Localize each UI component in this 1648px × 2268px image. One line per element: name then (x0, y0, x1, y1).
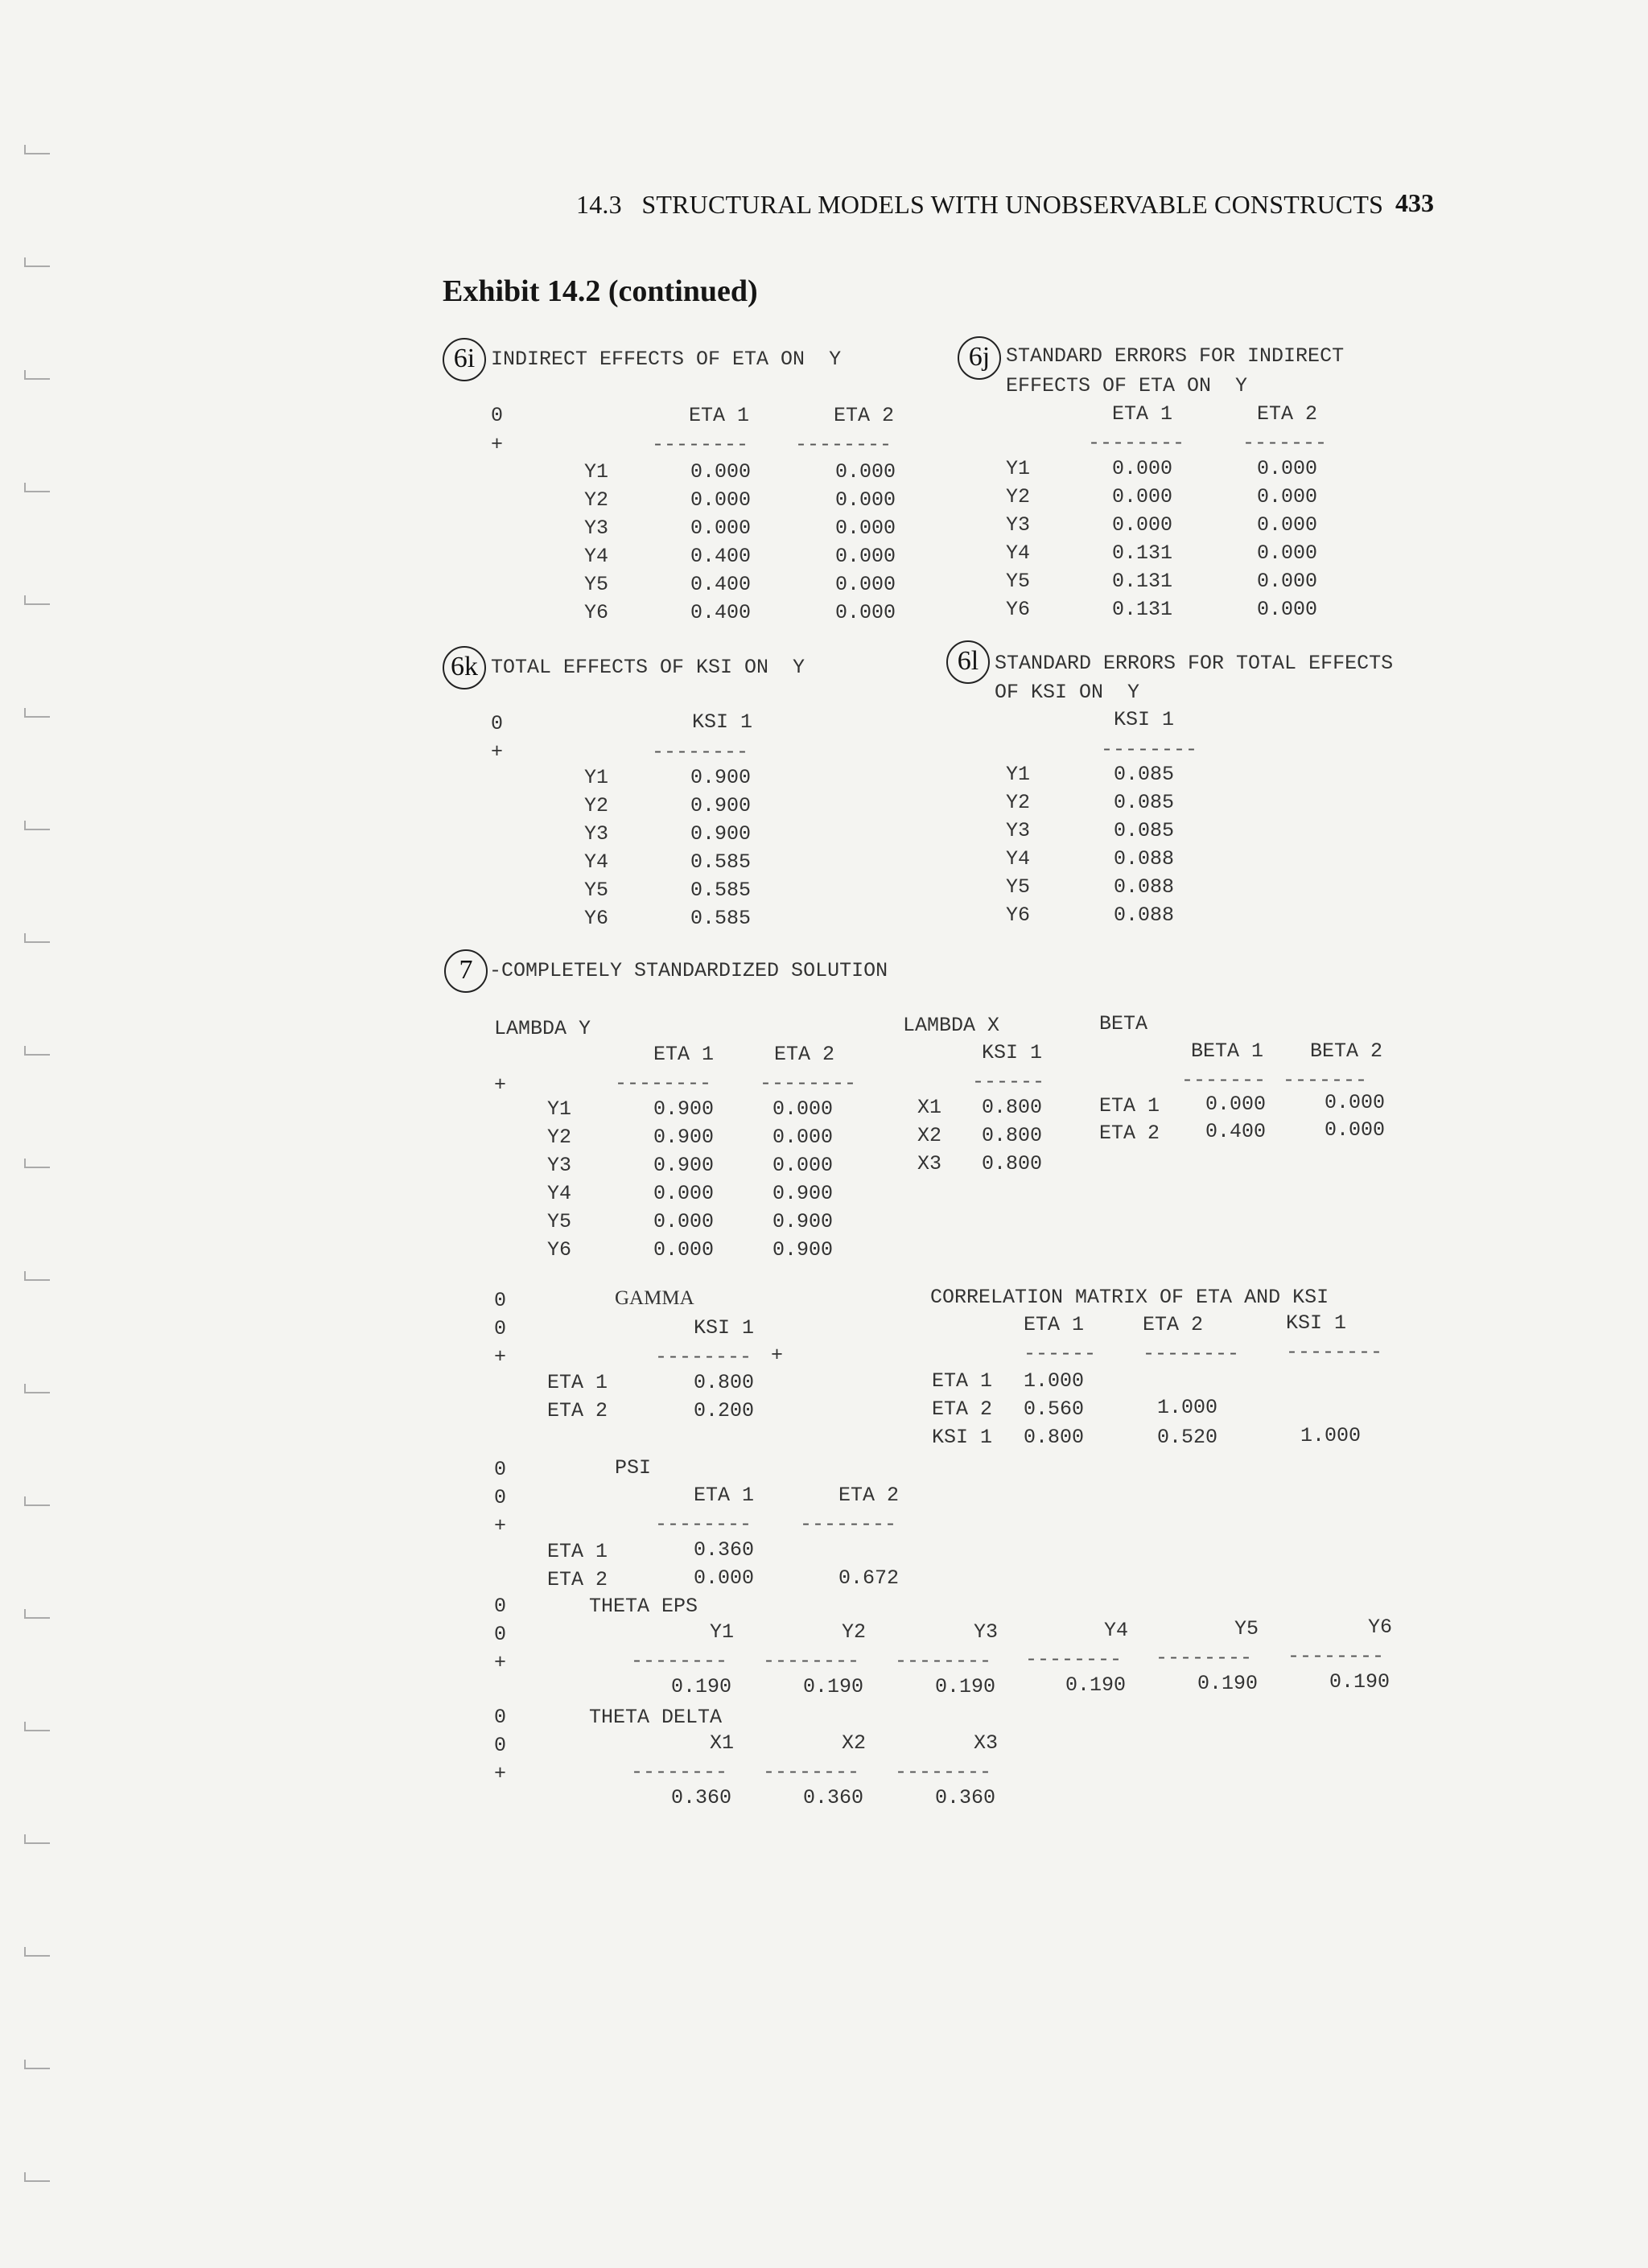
table-cell: 0.000 (835, 601, 896, 624)
binding-mark (24, 1609, 50, 1619)
table-cell: 0.000 (1257, 457, 1318, 480)
table-cell: 0.000 (653, 1210, 715, 1233)
rule: -------- (655, 1513, 752, 1536)
binding-mark (24, 1722, 50, 1731)
rule: -------- (800, 1513, 897, 1536)
row-label: Y1 (547, 1097, 572, 1121)
column-header: KSI 1 (982, 1041, 1043, 1064)
rule: -------- (1101, 738, 1198, 761)
table-cell: 0.000 (835, 488, 896, 512)
section-title-line2: EFFECTS OF ETA ON Y (1006, 374, 1248, 397)
section-title: STANDARD ERRORS FOR INDIRECT (1006, 344, 1345, 368)
row-label: Y1 (584, 766, 609, 789)
rule: ------ (1024, 1342, 1097, 1365)
row-label: Y4 (584, 850, 609, 874)
row-label: Y5 (584, 879, 609, 902)
table-cell: 0.190 (803, 1675, 864, 1698)
table-cell: 0.800 (694, 1371, 755, 1394)
row-label: Y5 (547, 1210, 572, 1233)
row-label: ETA 1 (547, 1371, 608, 1394)
margin-mark: 0 (494, 1486, 507, 1509)
column-header: ETA 2 (1143, 1313, 1204, 1336)
section-title-line2: OF KSI ON Y (995, 681, 1140, 704)
table-cell: 0.360 (803, 1786, 864, 1809)
table-cell: 0.000 (835, 517, 896, 540)
table-cell: 0.000 (694, 1566, 755, 1590)
table-cell: 1.000 (1300, 1424, 1362, 1447)
table-cell: 0.000 (690, 460, 752, 484)
table-cell: 0.000 (1112, 485, 1173, 508)
table-cell: 0.585 (690, 850, 752, 874)
row-label: Y6 (1006, 903, 1031, 927)
table-cell: 0.085 (1114, 791, 1175, 814)
row-label: Y6 (584, 907, 609, 930)
margin-mark: + (494, 1073, 507, 1097)
table-cell: 0.000 (1205, 1093, 1267, 1116)
section-title: STANDARD ERRORS FOR TOTAL EFFECTS (995, 652, 1394, 675)
row-label: ETA 2 (547, 1568, 608, 1591)
rule: -------- (1143, 1342, 1240, 1365)
margin-mark: 0 (494, 1317, 507, 1340)
table-cell: 0.088 (1114, 903, 1175, 927)
row-label: KSI 1 (932, 1426, 993, 1449)
rule: -------- (631, 1760, 728, 1784)
table-cell: 0.000 (835, 573, 896, 596)
table-cell: 0.900 (690, 794, 752, 817)
section-badge: 6l (946, 640, 990, 684)
row-label: Y2 (584, 794, 609, 817)
binding-mark (24, 1159, 50, 1168)
column-header: Y1 (710, 1620, 735, 1644)
rule: -------- (763, 1760, 860, 1784)
binding-mark (24, 2060, 50, 2069)
margin-mark: 0 (491, 404, 504, 427)
matrix-title: THETA EPS (589, 1595, 698, 1618)
margin-mark: + (494, 1762, 507, 1785)
table-cell: 0.900 (653, 1126, 715, 1149)
page-number: 433 (1395, 188, 1434, 217)
column-header: ETA 2 (774, 1043, 835, 1066)
table-cell: 0.131 (1112, 570, 1173, 593)
row-label: Y2 (547, 1126, 572, 1149)
column-header: BETA 2 (1310, 1039, 1383, 1063)
table-cell: 0.400 (690, 601, 752, 624)
section-title: TOTAL EFFECTS OF KSI ON Y (491, 656, 805, 679)
table-cell: 0.900 (653, 1097, 715, 1121)
margin-mark: 0 (491, 712, 504, 735)
table-cell: 0.360 (694, 1538, 755, 1562)
table-cell: 0.131 (1112, 541, 1173, 565)
table-cell: 0.900 (690, 822, 752, 846)
column-header: Y2 (842, 1620, 867, 1644)
column-header: KSI 1 (692, 710, 753, 734)
table-cell: 0.000 (835, 545, 896, 568)
matrix-title: GAMMA (615, 1287, 694, 1309)
table-cell: 0.800 (1024, 1426, 1085, 1449)
margin-mark: + (491, 740, 504, 764)
row-label: Y6 (1006, 598, 1031, 621)
table-cell: 0.585 (690, 879, 752, 902)
row-label: Y5 (1006, 875, 1031, 899)
binding-mark (24, 1384, 50, 1393)
row-label: Y1 (1006, 763, 1031, 786)
rule: -------- (652, 740, 749, 764)
section-badge: 7 (444, 949, 488, 993)
row-label: ETA 1 (547, 1540, 608, 1563)
margin-mark: + (491, 433, 504, 456)
table-cell: 0.400 (690, 545, 752, 568)
column-header: KSI 1 (1286, 1311, 1347, 1335)
running-header: 14.3 STRUCTURAL MODELS WITH UNOBSERVABLE CONSTRUCTS (576, 190, 1384, 219)
row-label: Y4 (1006, 847, 1031, 871)
table-cell: 0.200 (694, 1399, 755, 1422)
matrix-title: PSI (615, 1456, 652, 1480)
column-header: X1 (710, 1731, 735, 1755)
table-cell: 0.000 (653, 1182, 715, 1205)
rule: -------- (652, 433, 749, 456)
table-cell: 1.000 (1157, 1396, 1218, 1419)
rule: ------- (1242, 431, 1328, 455)
matrix-title: THETA DELTA (589, 1706, 723, 1729)
exhibit-title: Exhibit 14.2 (continued) (443, 274, 758, 308)
rule: -------- (895, 1760, 992, 1784)
table-cell: 0.800 (982, 1096, 1043, 1119)
row-label: Y3 (584, 517, 609, 540)
table-cell: 0.000 (1325, 1091, 1386, 1114)
section-badge: 6j (958, 336, 1001, 380)
margin-mark: 0 (494, 1734, 507, 1757)
table-cell: 0.400 (690, 573, 752, 596)
column-header: ETA 1 (1024, 1313, 1085, 1336)
table-cell: 0.000 (772, 1097, 834, 1121)
row-label: Y3 (1006, 513, 1031, 537)
rule: -------- (1286, 1340, 1383, 1364)
table-cell: 0.000 (690, 488, 752, 512)
row-label: Y2 (584, 488, 609, 512)
table-cell: 0.190 (671, 1675, 732, 1698)
margin-mark: 0 (494, 1458, 507, 1481)
row-label: Y4 (547, 1182, 572, 1205)
binding-mark (24, 1496, 50, 1506)
column-header: ETA 1 (689, 404, 750, 427)
table-cell: 0.000 (1257, 598, 1318, 621)
matrix-title: LAMBDA X (903, 1014, 1000, 1037)
binding-mark (24, 595, 50, 605)
row-label: ETA 1 (932, 1369, 993, 1393)
margin-mark: + (494, 1651, 507, 1674)
table-cell: 0.000 (772, 1154, 834, 1177)
row-label: Y4 (584, 545, 609, 568)
table-cell: 0.560 (1024, 1397, 1085, 1421)
matrix-title: BETA (1099, 1012, 1148, 1035)
table-cell: 0.000 (1257, 513, 1318, 537)
column-header: KSI 1 (694, 1316, 755, 1340)
section-title: -COMPLETELY STANDARDIZED SOLUTION (489, 959, 888, 982)
binding-mark (24, 821, 50, 830)
rule: -------- (763, 1649, 860, 1673)
table-cell: 0.131 (1112, 598, 1173, 621)
binding-mark (24, 2172, 50, 2182)
column-header: X3 (974, 1731, 999, 1755)
table-cell: 0.900 (772, 1238, 834, 1262)
column-header: X2 (842, 1731, 867, 1755)
table-cell: 1.000 (1024, 1369, 1085, 1393)
rule: -------- (895, 1649, 992, 1673)
binding-mark (24, 933, 50, 943)
table-cell: 0.900 (690, 766, 752, 789)
table-cell: 0.900 (772, 1210, 834, 1233)
section-badge: 6k (443, 646, 486, 689)
table-cell: 0.000 (772, 1126, 834, 1149)
section-badge: 6i (443, 338, 486, 381)
binding-mark (24, 145, 50, 154)
matrix-title: LAMBDA Y (494, 1017, 591, 1040)
table-cell: 0.190 (1329, 1670, 1390, 1694)
binding-mark (24, 1947, 50, 1957)
row-label: Y2 (1006, 791, 1031, 814)
row-label: Y6 (584, 601, 609, 624)
rule: -------- (655, 1345, 752, 1369)
section-title: INDIRECT EFFECTS OF ETA ON Y (491, 348, 842, 371)
table-cell: 0.000 (1112, 513, 1173, 537)
row-label: X1 (917, 1096, 942, 1119)
table-cell: 0.000 (1257, 541, 1318, 565)
table-cell: 0.000 (835, 460, 896, 484)
binding-mark (24, 483, 50, 492)
row-label: Y3 (584, 822, 609, 846)
margin-mark: + (771, 1344, 784, 1367)
margin-mark: + (494, 1514, 507, 1537)
table-cell: 0.000 (1325, 1118, 1386, 1142)
row-label: Y5 (1006, 570, 1031, 593)
rule: -------- (631, 1649, 728, 1673)
table-cell: 0.190 (1197, 1672, 1259, 1695)
margin-mark: + (494, 1345, 507, 1369)
table-cell: 0.000 (1112, 457, 1173, 480)
table-cell: 0.800 (982, 1152, 1043, 1175)
rule: -------- (615, 1072, 712, 1095)
column-header: ETA 2 (834, 404, 895, 427)
column-header: ETA 1 (1112, 402, 1173, 426)
table-cell: 0.000 (1257, 485, 1318, 508)
column-header: KSI 1 (1114, 708, 1175, 731)
row-label: ETA 2 (932, 1397, 993, 1421)
table-cell: 0.520 (1157, 1426, 1218, 1449)
row-label: Y5 (584, 573, 609, 596)
column-header: Y5 (1234, 1617, 1259, 1640)
row-label: Y6 (547, 1238, 572, 1262)
binding-mark (24, 708, 50, 718)
table-cell: 0.400 (1205, 1120, 1267, 1143)
binding-mark (24, 1834, 50, 1844)
row-label: Y2 (1006, 485, 1031, 508)
row-label: ETA 2 (1099, 1122, 1160, 1145)
rule: -------- (1288, 1644, 1385, 1668)
table-cell: 0.190 (1065, 1673, 1127, 1697)
margin-mark: 0 (494, 1289, 507, 1312)
rule: -------- (795, 433, 892, 456)
rule: -------- (1088, 431, 1185, 455)
column-header: ETA 1 (694, 1484, 755, 1507)
rule: ------ (972, 1070, 1045, 1093)
column-header: ETA 1 (653, 1043, 715, 1066)
table-cell: 0.000 (690, 517, 752, 540)
row-label: Y4 (1006, 541, 1031, 565)
rule: -------- (1025, 1648, 1123, 1671)
binding-mark (24, 257, 50, 267)
table-cell: 0.360 (671, 1786, 732, 1809)
table-cell: 0.585 (690, 907, 752, 930)
table-cell: 0.000 (653, 1238, 715, 1262)
column-header: Y4 (1104, 1619, 1129, 1642)
rule: -------- (1156, 1646, 1253, 1669)
table-cell: 0.088 (1114, 847, 1175, 871)
column-header: Y6 (1368, 1616, 1393, 1639)
table-cell: 0.088 (1114, 875, 1175, 899)
rule: ------- (1283, 1068, 1368, 1092)
column-header: ETA 2 (1257, 402, 1318, 426)
binding-mark (24, 1271, 50, 1281)
row-label: ETA 2 (547, 1399, 608, 1422)
table-cell: 0.190 (935, 1675, 996, 1698)
table-cell: 0.900 (772, 1182, 834, 1205)
binding-mark (24, 370, 50, 380)
column-header: BETA 1 (1191, 1039, 1264, 1063)
margin-mark: 0 (494, 1706, 507, 1729)
table-cell: 0.085 (1114, 819, 1175, 842)
matrix-title: CORRELATION MATRIX OF ETA AND KSI (930, 1286, 1329, 1309)
rule: ------- (1181, 1068, 1267, 1092)
table-cell: 0.085 (1114, 763, 1175, 786)
table-cell: 0.360 (935, 1786, 996, 1809)
column-header: Y3 (974, 1620, 999, 1644)
table-cell: 0.800 (982, 1124, 1043, 1147)
binding-mark (24, 1046, 50, 1056)
row-label: ETA 1 (1099, 1094, 1160, 1118)
margin-mark: 0 (494, 1623, 507, 1646)
column-header: ETA 2 (838, 1484, 900, 1507)
row-label: X3 (917, 1152, 942, 1175)
row-label: Y3 (547, 1154, 572, 1177)
rule: -------- (760, 1072, 857, 1095)
row-label: Y1 (584, 460, 609, 484)
row-label: X2 (917, 1124, 942, 1147)
margin-mark: 0 (494, 1595, 507, 1618)
table-cell: 0.000 (1257, 570, 1318, 593)
row-label: Y3 (1006, 819, 1031, 842)
row-label: Y1 (1006, 457, 1031, 480)
table-cell: 0.672 (838, 1566, 900, 1590)
table-cell: 0.900 (653, 1154, 715, 1177)
